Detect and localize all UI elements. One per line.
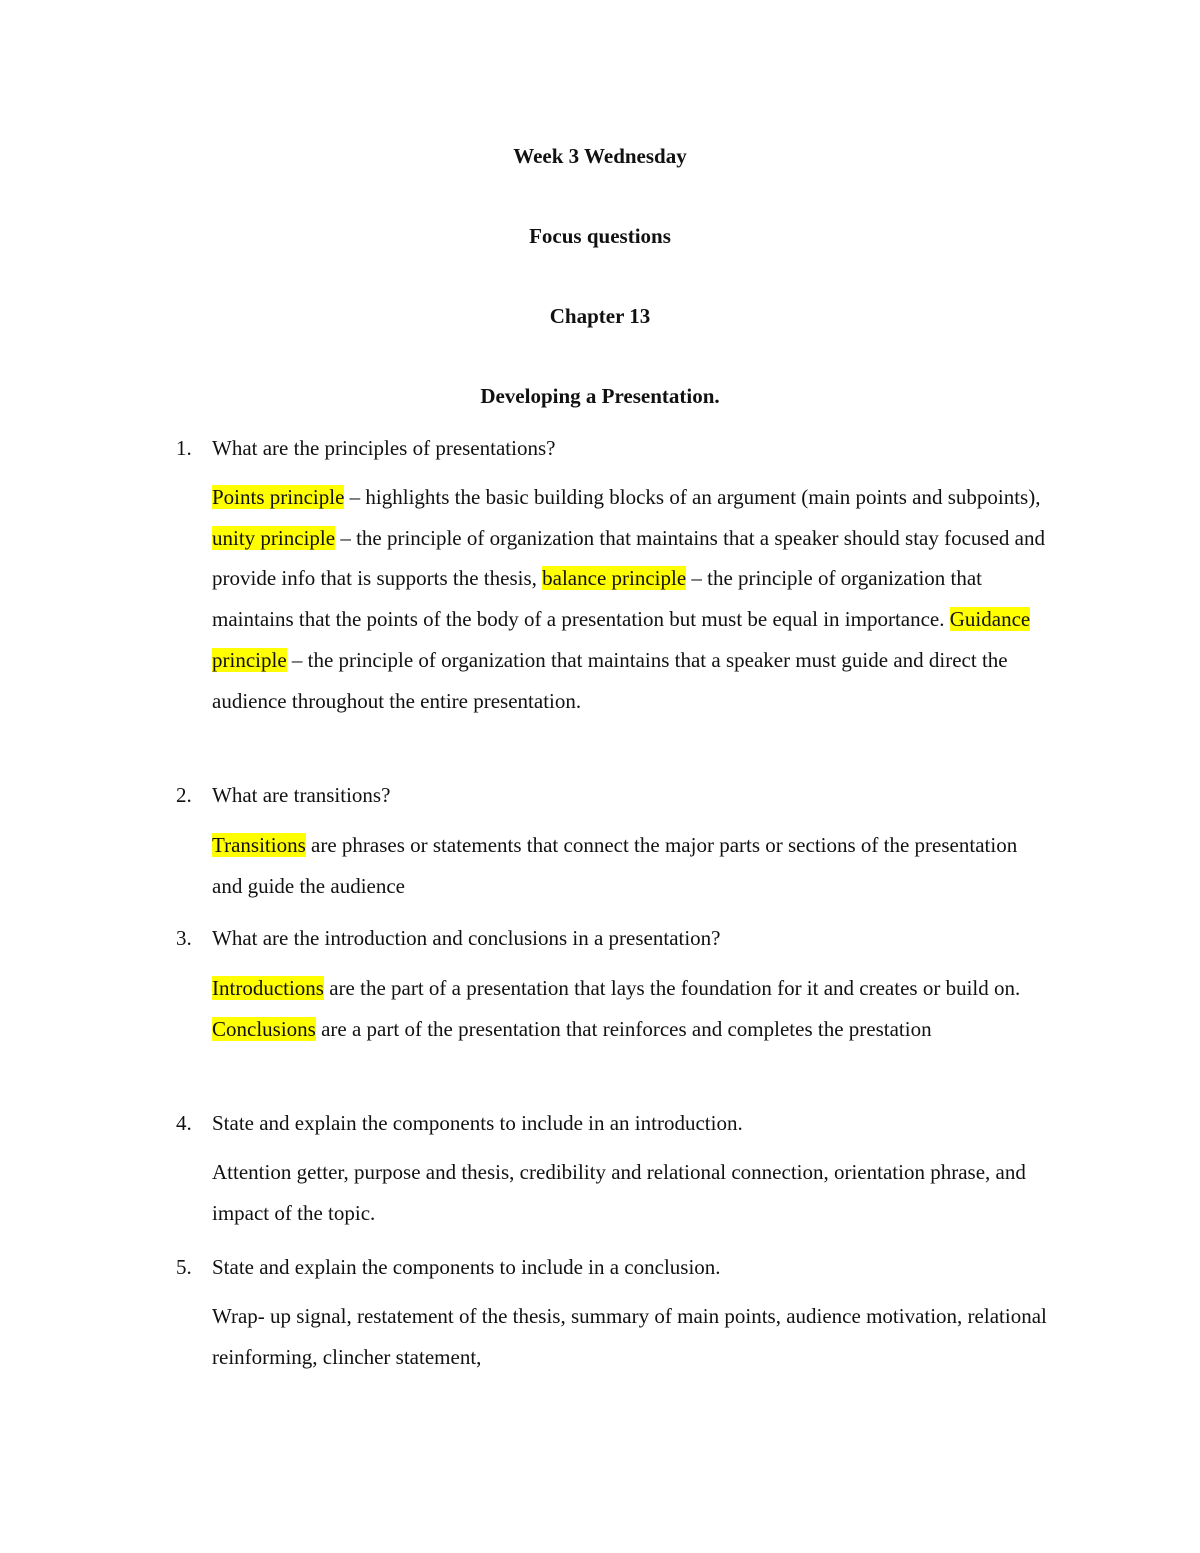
highlighted-term: Conclusions <box>212 1016 316 1041</box>
question-number: 1. <box>176 436 192 460</box>
section-heading: Developing a Presentation. <box>480 384 720 408</box>
question-text: What are the principles of presentations? <box>212 436 556 460</box>
question-1 <box>176 434 1056 462</box>
highlighted-term: Transitions <box>212 833 306 857</box>
chapter-heading: Chapter 13 <box>549 304 651 328</box>
question-3 <box>176 924 1056 952</box>
highlighted-term: balance principle <box>542 566 687 591</box>
question-text: What are transitions? <box>212 783 391 807</box>
document-title: Week 3 Wednesday <box>513 144 687 168</box>
question-text: What are the introduction and conclusions in a presentation? <box>212 926 721 950</box>
question-text: State and explain the components to include in a conclusion. <box>212 1255 721 1279</box>
question-number: 3. <box>176 926 192 950</box>
answer-text: – the principle of organization that maintains that the points of the body of a presentation but must be equal in importance. <box>212 566 983 632</box>
question-5 <box>176 1253 1056 1281</box>
highlighted-term: unity principle <box>212 525 336 550</box>
highlighted-term: Points principle <box>212 485 345 509</box>
answer-5 <box>212 1296 1052 1377</box>
answer-text: Wrap- up signal, restatement of the thesis, summary of main points, audience motivation, relational reinforming, clincher statement, <box>212 1304 1047 1369</box>
highlighted-term: Introductions <box>212 976 324 1000</box>
question-number: 5. <box>176 1255 192 1279</box>
answer-text: – the principle of organization that maintains that a speaker must guide and direct the audience throughout the entire presentation. <box>212 647 1008 713</box>
answer-2 <box>212 825 1052 906</box>
answer-text: are the part of a presentation that lays the foundation for it and creates or build on. <box>323 976 1021 1000</box>
answer-text: – the principle of organization that maintains that a speaker should stay focused and provide info that is supports the thesis, <box>212 525 1045 591</box>
answer-1 <box>212 477 1052 721</box>
answer-3 <box>212 968 1052 1049</box>
answer-text: are phrases or statements that connect the major parts or sections of the presentation and guide the audience <box>212 833 1018 898</box>
question-text: State and explain the components to include in an introduction. <box>212 1111 743 1135</box>
document-subtitle: Focus questions <box>529 224 671 248</box>
answer-text: are a part of the presentation that reinforces and completes the prestation <box>315 1016 932 1041</box>
answer-text: Attention getter, purpose and thesis, credibility and relational connection, orientation phrase, and impact of the topic. <box>212 1160 1026 1225</box>
question-2 <box>176 781 1056 809</box>
question-number: 2. <box>176 783 192 807</box>
answer-4 <box>212 1152 1052 1233</box>
question-4 <box>176 1109 1056 1137</box>
answer-text: – highlights the basic building blocks of an argument (main points and subpoints), <box>344 485 1041 509</box>
question-number: 4. <box>176 1111 192 1135</box>
highlighted-term: Guidance principle <box>212 607 1031 672</box>
